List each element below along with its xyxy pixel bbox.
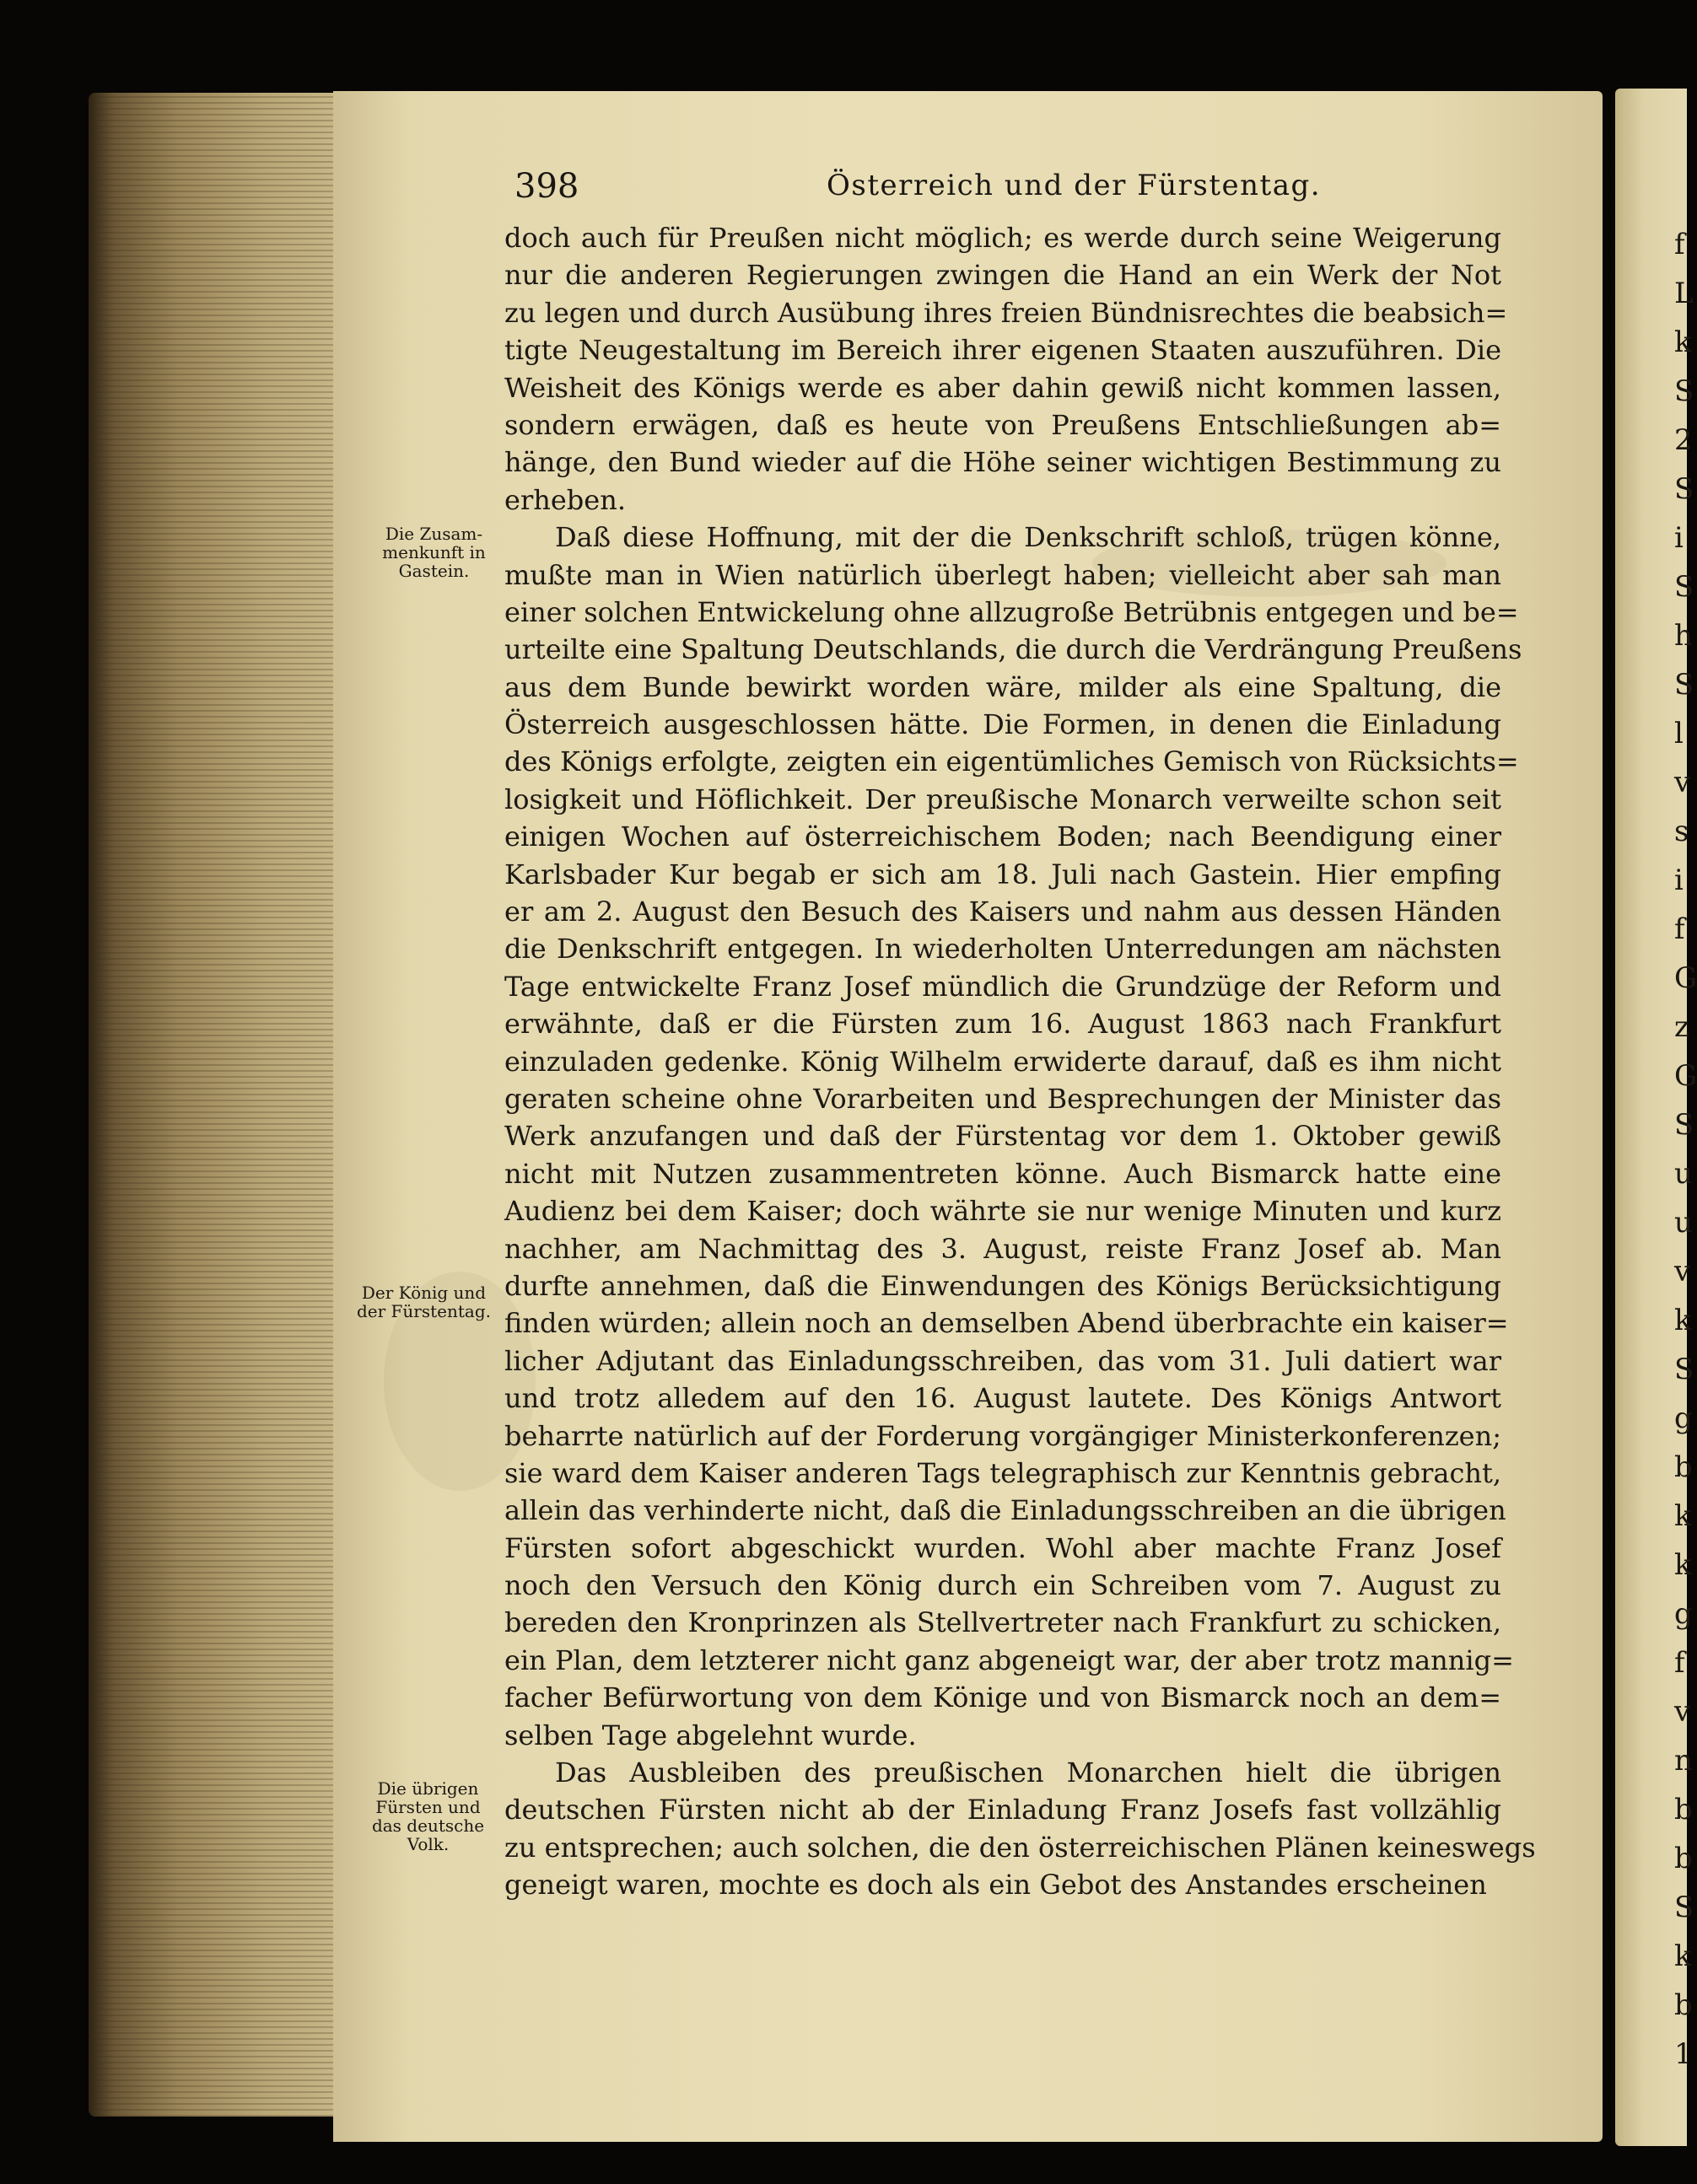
marginal-note xyxy=(364,524,504,580)
text-line: bereden den Kronprinzen als Stellvertreter nach Frankfurt zu schicken, xyxy=(504,1606,1501,1639)
text-line: doch auch für Preußen nicht möglich; es werde durch seine Weigerung xyxy=(504,222,1501,254)
marginal-note-line: Der König und xyxy=(361,1283,487,1303)
text-line: licher Adjutant das Einladungsschreiben, das vom 31. Juli datiert war xyxy=(504,1344,1501,1377)
adjacent-page-fragment: k xyxy=(1674,1304,1692,1337)
adjacent-page-fragment: S xyxy=(1674,374,1694,408)
text-line: einzuladen gedenke. König Wilhelm erwiderte darauf, daß es ihm nicht xyxy=(504,1045,1501,1078)
text-line: Karlsbader Kur begab er sich am 18. Juli nach Gastein. Hier empfing xyxy=(504,858,1501,890)
text-line: facher Befürwortung von dem Könige und von Bismarck noch an dem= xyxy=(504,1681,1501,1714)
text-line: Österreich ausgeschlossen hätte. Die Formen, in denen die Einladung xyxy=(504,708,1501,741)
adjacent-page-fragment: v xyxy=(1674,766,1691,799)
marginal-note xyxy=(354,1283,493,1321)
body-text xyxy=(504,219,1536,1904)
adjacent-page-fragment: g xyxy=(1674,1401,1693,1435)
adjacent-page-fragment: G xyxy=(1674,961,1697,995)
text-line: tigte Neugestaltung im Bereich ihrer eigenen Staaten auszuführen. Die xyxy=(504,334,1501,367)
marginal-note-line: Volk. xyxy=(407,1834,450,1854)
adjacent-page-fragment: b xyxy=(1674,1842,1693,1875)
adjacent-page-fragment: k xyxy=(1674,1548,1692,1582)
adjacent-page-fragment: 2 xyxy=(1674,423,1693,457)
page-header xyxy=(514,167,1501,209)
text-line: geneigt waren, mochte es doch als ein Gebot des Anstandes erscheinen xyxy=(504,1869,1487,1902)
adjacent-page-fragment: z xyxy=(1674,1010,1689,1044)
adjacent-page-fragment: k xyxy=(1674,325,1692,359)
adjacent-page-fragment: v xyxy=(1674,1695,1691,1729)
adjacent-page-fragment: l xyxy=(1674,717,1684,750)
adjacent-page-fragment: s xyxy=(1674,815,1689,848)
adjacent-page-fragment: k xyxy=(1674,1499,1692,1533)
text-line: einer solchen Entwickelung ohne allzugroße Betrübnis entgegen und be= xyxy=(504,595,1519,628)
adjacent-page-fragment: u xyxy=(1674,1206,1693,1240)
running-head: Österreich und der Fürstentag. xyxy=(827,169,1322,202)
adjacent-page-fragment: g xyxy=(1674,1597,1693,1631)
page-number: 398 xyxy=(514,167,579,206)
text-line: zu legen und durch Ausübung ihres freien Bündnisrechtes die beabsich= xyxy=(504,296,1508,329)
marginal-note-line: Gastein. xyxy=(398,561,470,581)
text-line: Audienz bei dem Kaiser; doch währte sie nur wenige Minuten und kurz xyxy=(504,1195,1501,1228)
text-line: einigen Wochen auf österreichischem Boden; nach Beendigung einer xyxy=(504,820,1501,853)
adjacent-page-fragment: S xyxy=(1674,570,1694,604)
text-line: hänge, den Bund wieder auf die Höhe seiner wichtigen Bestimmung zu xyxy=(504,446,1501,479)
text-line: Daß diese Hoffnung, mit der die Denkschrift schloß, trügen könne, xyxy=(555,521,1501,554)
adjacent-page-fragment: 1 xyxy=(1674,2037,1693,2071)
text-line: die Denkschrift entgegen. In wiederholten Unterredungen am nächsten xyxy=(504,933,1501,966)
text-line: finden würden; allein noch an demselben Abend überbrachte ein kaiser= xyxy=(504,1307,1509,1340)
adjacent-page-fragment: h xyxy=(1674,619,1693,653)
text-line: sie ward dem Kaiser anderen Tags telegraphisch zur Kenntnis gebracht, xyxy=(504,1456,1501,1489)
text-line: zu entsprechen; auch solchen, die den österreichischen Plänen keineswegs xyxy=(504,1831,1536,1864)
text-line: selben Tage abgelehnt wurde. xyxy=(504,1719,917,1751)
adjacent-page-fragment: S xyxy=(1674,668,1694,702)
text-line: nachher, am Nachmittag des 3. August, reiste Franz Josef ab. Man xyxy=(504,1232,1501,1265)
adjacent-page-fragment: b xyxy=(1674,1793,1693,1826)
text-line: und trotz alledem auf den 16. August lautete. Des Königs Antwort xyxy=(504,1382,1501,1415)
marginal-note-line: menkunft in xyxy=(382,542,486,562)
text-line: beharrte natürlich auf der Forderung vorgängiger Ministerkonferenzen; xyxy=(504,1419,1501,1452)
adjacent-page-fragment: S xyxy=(1674,472,1694,506)
adjacent-page-fragment: b xyxy=(1674,1988,1693,2022)
adjacent-page-fragment: i xyxy=(1674,521,1684,555)
text-line: Das Ausbleiben des preußischen Monarchen hielt die übrigen xyxy=(555,1756,1501,1789)
adjacent-page-fragment: S xyxy=(1674,1891,1694,1924)
marginal-note xyxy=(358,1779,498,1853)
adjacent-page-fragment: G xyxy=(1674,1059,1697,1093)
text-line: Tage entwickelte Franz Josef mündlich die Grundzüge der Reform und xyxy=(504,970,1501,1003)
marginal-note-line: der Fürstentag. xyxy=(356,1301,491,1321)
text-line: nur die anderen Regierungen zwingen die Hand an ein Werk der Not xyxy=(504,259,1501,292)
marginal-note-line: Die übrigen xyxy=(377,1778,479,1799)
text-line: deutschen Fürsten nicht ab der Einladung Franz Josefs fast vollzählig xyxy=(504,1794,1501,1826)
marginal-note-line: Die Zusam- xyxy=(385,524,483,544)
text-line: erheben. xyxy=(504,483,626,516)
text-line: noch den Versuch den König durch ein Schreiben vom 7. August zu xyxy=(504,1569,1501,1602)
text-line: ein Plan, dem letzterer nicht ganz abgeneigt war, der aber trotz mannig= xyxy=(504,1643,1514,1676)
text-line: geraten scheine ohne Vorarbeiten und Besprechungen der Minister das xyxy=(504,1082,1501,1115)
adjacent-page-fragment: u xyxy=(1674,1157,1693,1191)
text-line: erwähnte, daß er die Fürsten zum 16. August 1863 nach Frankfurt xyxy=(504,1008,1501,1041)
adjacent-page-fragment: v xyxy=(1674,1255,1691,1288)
adjacent-page-fragment: b xyxy=(1674,1450,1693,1484)
text-line: durfte annehmen, daß die Einwendungen des Königs Berücksichtigung xyxy=(504,1269,1501,1302)
adjacent-page-fragment: S xyxy=(1674,1108,1694,1142)
text-line: sondern erwägen, daß es heute von Preußens Entschließungen ab= xyxy=(504,408,1501,441)
adjacent-page-fragment: k xyxy=(1674,1939,1692,1973)
marginal-note-line: Fürsten und xyxy=(375,1797,481,1817)
text-line: nicht mit Nutzen zusammentreten könne. Auch Bismarck hatte eine xyxy=(504,1157,1501,1190)
page-block-edge xyxy=(89,93,342,2117)
adjacent-page xyxy=(1615,89,1697,2146)
adjacent-page-fragment: f xyxy=(1674,912,1685,946)
adjacent-page-fragment: S xyxy=(1674,1353,1694,1386)
text-line: Fürsten sofort abgeschickt wurden. Wohl aber machte Franz Josef xyxy=(504,1531,1501,1564)
text-line: des Königs erfolgte, zeigten ein eigentümliches Gemisch von Rücksichts= xyxy=(504,745,1519,778)
text-line: Werk anzufangen und daß der Fürstentag vor dem 1. Oktober gewiß xyxy=(504,1120,1501,1153)
text-line: Weisheit des Königs werde es aber dahin gewiß nicht kommen lassen, xyxy=(504,371,1501,404)
text-line: urteilte eine Spaltung Deutschlands, die durch die Verdrängung Preußens xyxy=(504,633,1522,666)
text-line: mußte man in Wien natürlich überlegt haben; vielleicht aber sah man xyxy=(504,558,1501,591)
adjacent-page-fragment: f xyxy=(1674,1646,1685,1680)
adjacent-page-fragment: f xyxy=(1674,228,1685,261)
text-line: losigkeit und Höflichkeit. Der preußische Monarch verweilte schon seit xyxy=(504,783,1501,815)
text-line: allein das verhinderte nicht, daß die Einladungsschreiben an die übrigen xyxy=(504,1494,1506,1527)
adjacent-page-fragment: L xyxy=(1674,277,1694,310)
text-line: er am 2. August den Besuch des Kaisers und nahm aus dessen Händen xyxy=(504,896,1501,928)
adjacent-page-fragment: i xyxy=(1674,863,1684,897)
marginal-note-line: das deutsche xyxy=(371,1816,485,1836)
adjacent-page-fragment: n xyxy=(1674,1744,1693,1778)
text-line: aus dem Bunde bewirkt worden wäre, milder als eine Spaltung, die xyxy=(504,670,1501,703)
